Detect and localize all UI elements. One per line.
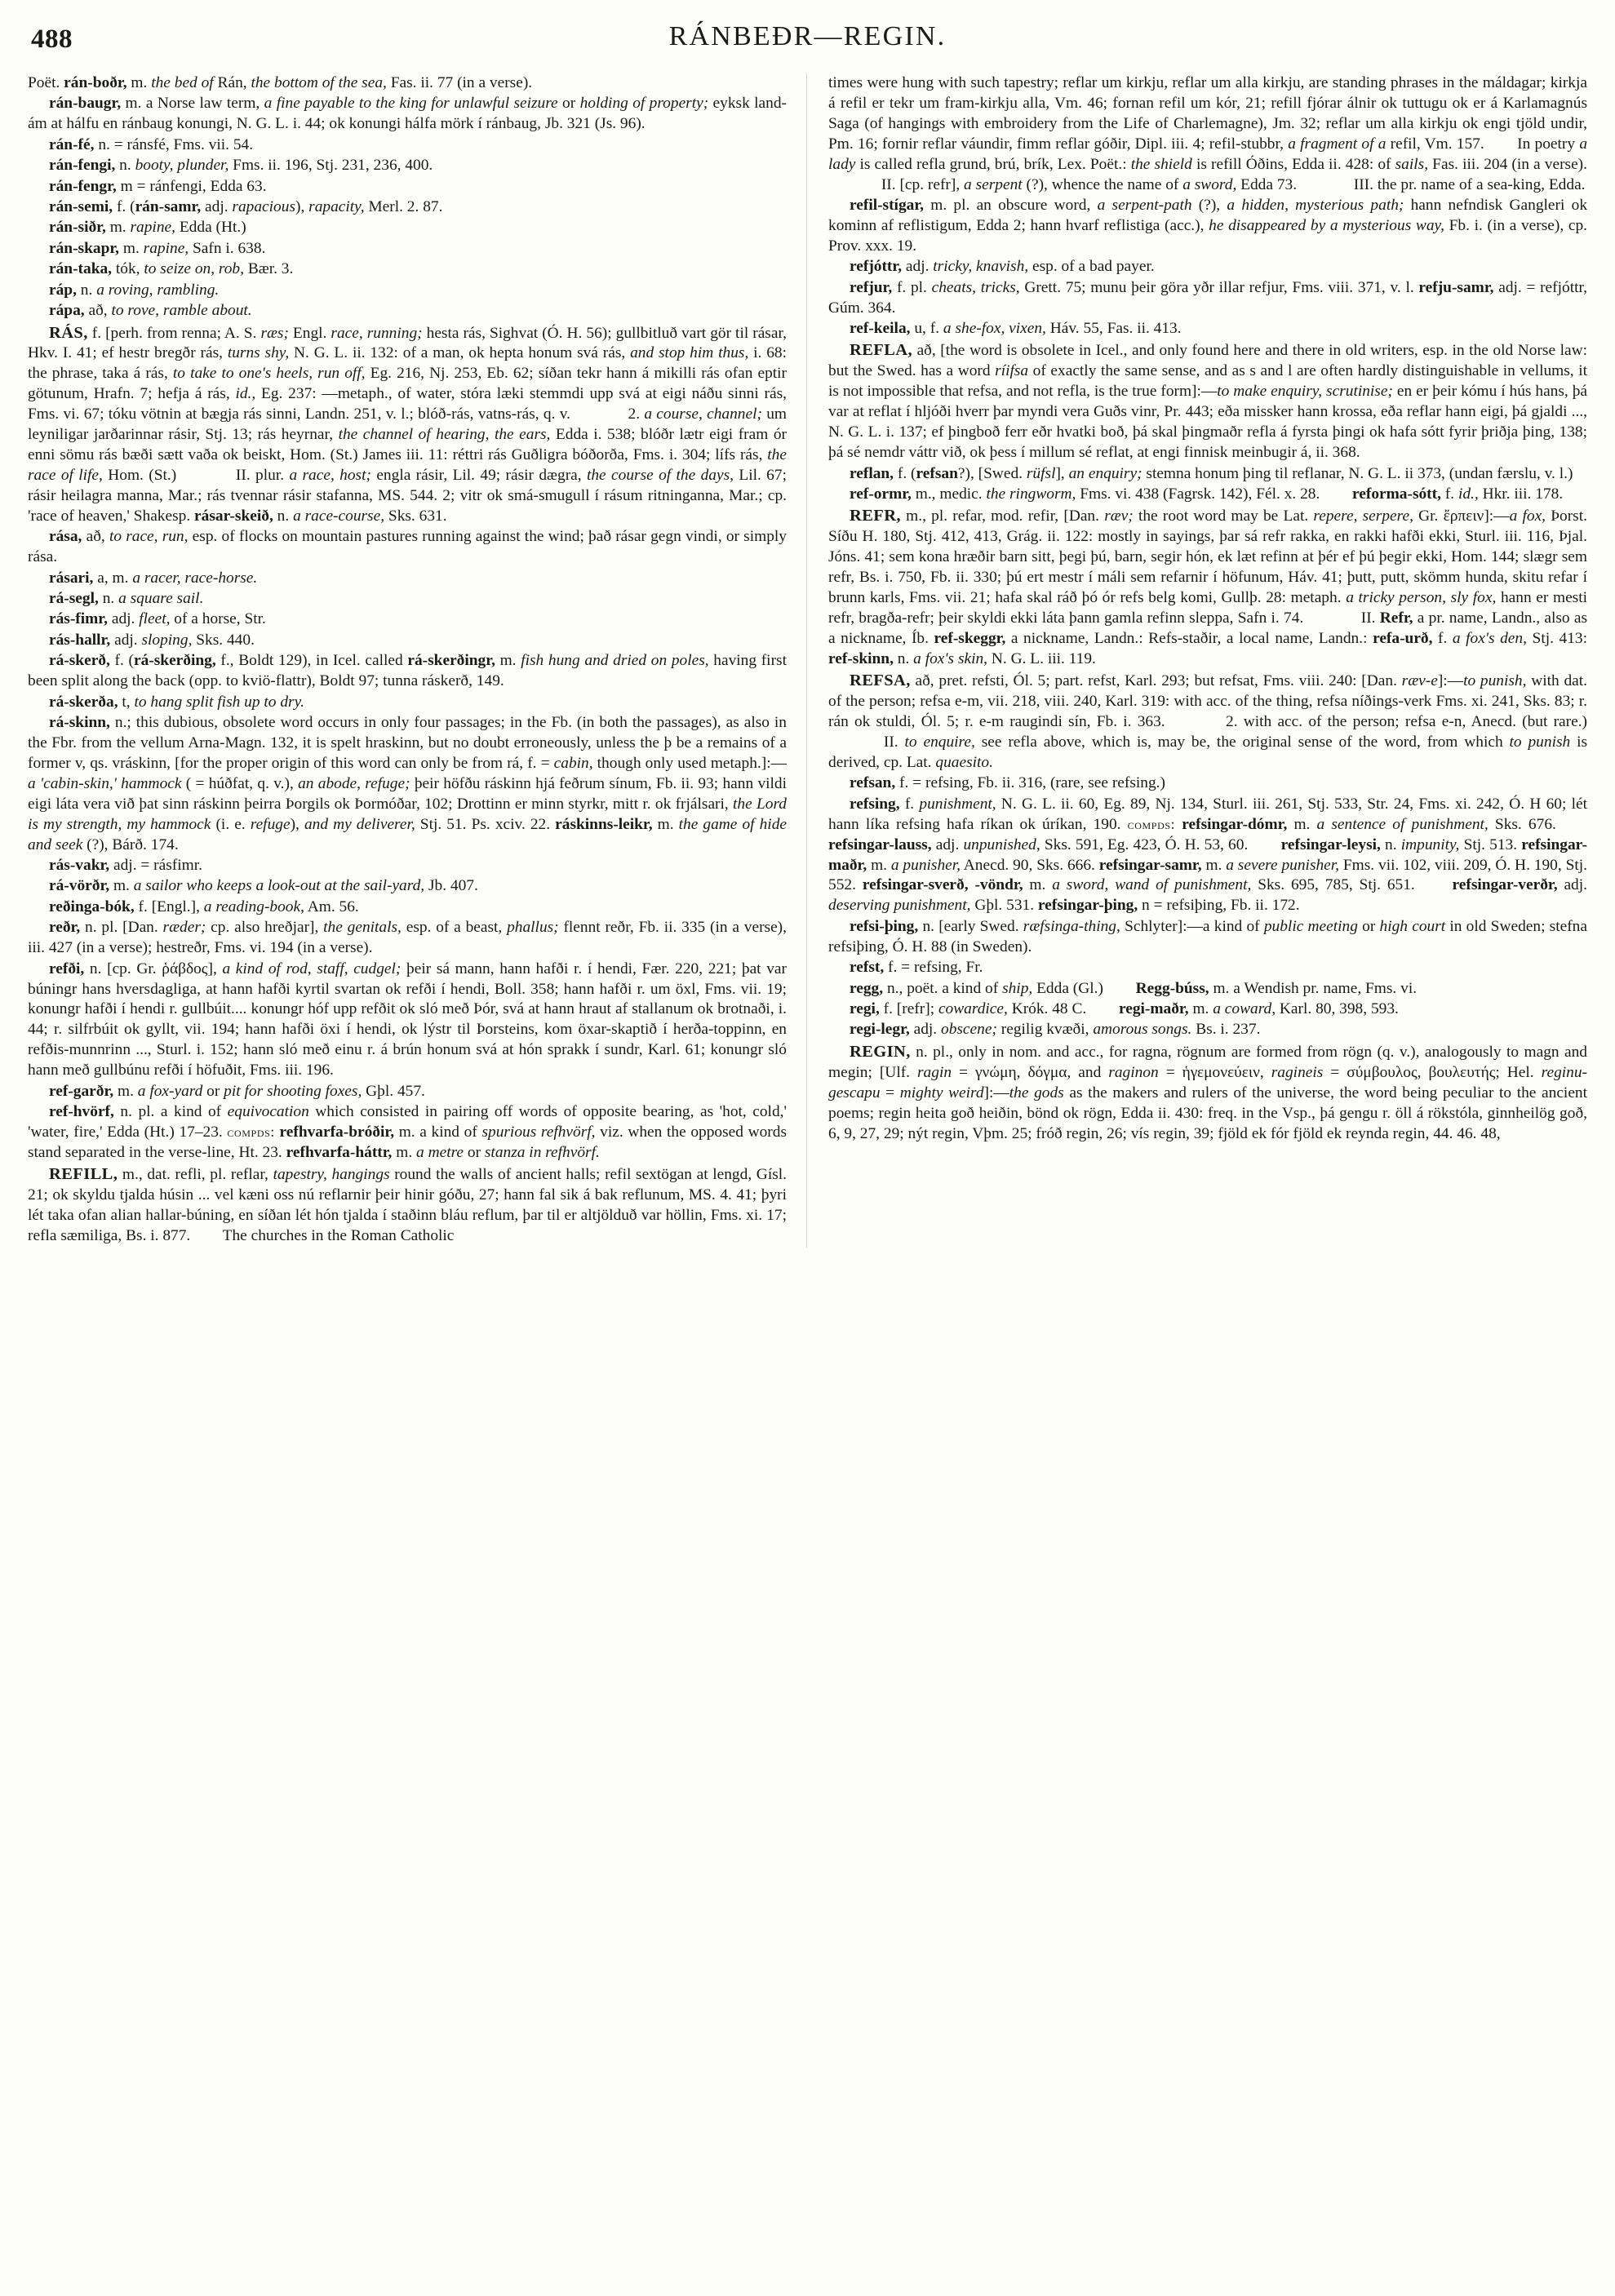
dictionary-entry: ref-garðr, m. a fox-yard or pit for shooting foxes, Gþl. 457.: [49, 1082, 425, 1100]
dictionary-entry: rá-skerða, t, to hang split fish up to dry.: [49, 693, 304, 711]
dictionary-entry: rán-taka, tók, to seize on, rob, Bær. 3.: [49, 260, 294, 278]
dictionary-entry: rás-vakr, adj. = rásfimr.: [49, 857, 202, 875]
dictionary-entry: refil-stígar, m. pl. an obscure word, a serpent-path (?), a hidden, mysterious path; hann nefndisk Gangleri ok kominn af reflistigum, Edda 2; hann hvarf reflistiga (acc.), he disappeared by a mysterious way, Fb. i. (in a verse), cp. Prov. xxx. 19.: [828, 197, 1588, 255]
dictionary-entry: rá-segl, n. a square sail.: [49, 590, 204, 608]
dictionary-entry: refjur, f. pl. cheats, tricks, Grett. 75; munu þeir göra yðr illar refjur, Fms. viii. 371, v. l. refju-samr, adj. = refjóttr, Gúm. 364.: [828, 278, 1587, 317]
dictionary-entry: rán-fengi, n. booty, plunder, Fms. ii. 196, Stj. 231, 236, 400.: [49, 157, 433, 175]
dictionary-entry: rán-semi, f. (rán-samr, adj. rapacious), rapacity, Merl. 2. 87.: [49, 198, 443, 216]
dictionary-entry: REFR, m., pl. refar, mod. refir, [Dan. ræv; the root word may be Lat. repere, serpere, Gr. ἕρπειν]:—a fox, Þorst. Síðu H. 180, Stj. 412, 413, Grág. ii. 122: mostly in sayings, þar sá refr rakka, en rakki hafði ekki, Sturl. iii. 116, Þjal. Jóns. 41; sem kona hræðir barn sitt, þegi þú, barn, segir hón, ek læt refinn at þér ef þú þegir ekki, Hom. 144; slægr sem refr, Bs. i. 750, Fb. ii. 330; þú ert mestr í máli sem refarnir í höfunum, Háv. 41; þutt, putt, skömm hunda, skitu refar í brunn karls, Fms. vii. 21; hafa skal ráð þó ór refs belg komi, Gullþ. 28: metaph. a tricky person, sly fox, hann er mesti refr, bragða-refr; þeir skyldi ekki láta þann gamla refinn sleppa, Safn i. 74. II. Refr, a pr. name, Landn., also as a nickname, Íb. ref-skeggr, a nickname, Landn.: Refs-staðir, a local name, Landn.: refa-urð, f. a fox's den, Stj. 413: ref-skinn, n. a fox's skin, N. G. L. iii. 119.: [828, 507, 1588, 667]
dictionary-entry: ráp, n. a roving, rambling.: [49, 281, 220, 299]
dictionary-entry: REFSA, að, pret. refsti, Ól. 5; part. refst, Karl. 293; but refsat, Fms. viii. 240: [Dan. ræv-e]:—to punish, with dat. of the person; refsa e-m, vii. 218, viii. 240, Karl. 319: with acc. of the thing, refsa níðings-verk Fms. xi. 241, Sks. 83; r. rán ok stuldi, Ól. 5; r. e-m raugindi sín, Fb. i. 363. 2. with acc. of the person; refsa e-n, Anecd. (but rare.) II. to enquire, see refla above, which is, may be, the original sense of the word, from which to punish is derived, cp. Lat. quaesito.: [828, 672, 1588, 771]
dictionary-entry: rás-hallr, adj. sloping, Sks. 440.: [49, 631, 255, 649]
dictionary-entry: ref-ormr, m., medic. the ringworm, Fms. vi. 438 (Fagrsk. 142), Fél. x. 28. reforma-sótt, f. id., Hkr. iii. 178.: [850, 485, 1564, 503]
dictionary-entry: rápa, að, to rove, ramble about.: [49, 302, 252, 320]
dictionary-entry: ref-hvörf, n. pl. a kind of equivocation which consisted in pairing off words of opposite bearing, as 'hot, cold,' 'water, fire,' Edda (Ht.) 17–23. compds: refhvarfa-bróðir, m. a kind of spurious refhvörf, viz. when the opposed words stand separated in the verse-line, Ht. 23. refhvarfa-háttr, m. a metre or stanza in refhvörf.: [28, 1103, 787, 1161]
dictionary-entry: Poët. rán-boðr, m. the bed of Rán, the bottom of the sea, Fas. ii. 77 (in a verse).: [28, 74, 533, 91]
dictionary-entry: RÁS, f. [perh. from renna; A. S. ræs; Engl. race, running; hesta rás, Sighvat (Ó. H. 56); gullbitluð vart gör til rásar, Hkv. I. 41; ef hestr bregðr rás, turns shy, N. G. L. ii. 132: of a man, ok hepta honum svá rás, and stop him thus, i. 68: the phrase, taka á rás, to take to one's heels, run off, Eg. 216, Nj. 253, Eb. 62; síðan tekr hann á mikilli rás ofan eptir götunum, Hrafn. 7; hefja á rás, id., Eg. 237: —metaph., of water, stóra læki stemmdi upp svá at eigi náðu sinni rás, Fms. vi. 67; tóku vötnin at bægja rás sinni, Landn. 251, v. l.; blóð-rás, vatns-rás, q. v. 2. a course, channel; um leyniligar jarðarinnar rásir, Stj. 13; rás heyrnar, the channel of hearing, the ears, Edda i. 538; blóðr lætr eigi fram ór enni sömu rás bæði sætt vaða ok beiskt, Hom. (St.) James iii. 11: réttri rás Guðligra bóðorða, Fms. i. 304; lífs rás, the race of life, Hom. (St.) II. plur. a race, host; engla rásir, Lil. 49; rásir dægra, the course of the days, Lil. 67; rásir heilagra manna, Mar.; rás tvennar rásir stafanna, MS. 544. 2; vitr ok smá-smugull í rásum ritninganna, Mar.; cp. 'race of heaven,' Shakesp. rásar-skeið, n. a race-course, Sks. 631.: [28, 323, 788, 525]
dictionary-entry: REGIN, n. pl., only in nom. and acc., for ragna, rögnum are formed from rögn (q. v.), analogously to magn and megin; [Ulf. ragin = γνώμη, δόγμα, and raginon = ἡγεμονεύειν, ragineis = σύμβουλος, βουλευτής; Hel. reginu-gescapu = mighty weird]:—the gods as the makers and rulers of the universe, the word being peculiar to the ancient poems; regin heita goð heiðin, bönd ok rögn, Edda ii. 430: freq. in the Vsp., þá gengu r. öll á rökstóla, ginnheilög goð, 6, 9, 27, 29; nýt regin, Vþm. 25; fróð regin, 26; vís regin, 39; fjöld ek fór fjöld ek reynda regin, 44. 46. 48,: [828, 1042, 1588, 1142]
dictionary-entry: rán-skapr, m. rapine, Safn i. 638.: [49, 239, 266, 257]
right-column: [807, 73, 1587, 1145]
dictionary-entry: rán-siðr, m. rapine, Edda (Ht.): [49, 219, 246, 237]
page-number: 488: [31, 24, 73, 54]
dictionary-entry: rása, að, to race, run, esp. of flocks on mountain pastures running against the wind; það rásar gegn vindi, or simply rása.: [28, 528, 787, 566]
dictionary-entry: REFILL, m., dat. refli, pl. reflar, tapestry, hangings round the walls of ancient halls; refil sextögan at lengd, Gísl. 21; ok skyldu tjalda húsin ... vel kæni oss nú reflarnir þeir hinir góðu, 27; hann fal sik á bak reflunum, MS. 4. 41; þyri lét taka ofan alian hallar-búning, en síðan lét hón tjalda í staðinn bláu reflum, þar til er altjölduð var höllin, Fms. xi. 17; refla sæmiliga, Bs. i. 877. The churches in the Roman Catholic: [28, 1165, 787, 1245]
dictionary-entry: rán-fengr, m = ránfengi, Edda 63.: [49, 177, 267, 195]
dictionary-entry: rá-skerð, f. (rá-skerðing, f., Boldt 129), in Icel. called rá-skerðingr, m. fish hung and dried on poles, having first been split along the back (opp. to kviö-flattr), Boldt 97; tunna ráskerð, 149.: [28, 652, 787, 690]
dictionary-entry: refði, n. [cp. Gr. ῥάβδος], a kind of rod, staff, cudgel; þeir sá mann, hann hafði r. í hendi, Fær. 220, 221; þat var búningr hans hversdagliga, at hann hafði kyrtil svartan ok refði í hendi, Boll. 358; hann hafði r. um öxl, Fms. vii. 19; konungr hafði í hendi r. gullbúit.... konungr hóf upp refðit ok sló með Þór, svá at hann hraut af stallanum ok brotnaði, i. 44; r. silfrbúit ok gyllt, vii. 194; hann hafði öxi í hendi, ok lýstr til Þorsteins, kom öxar-skaptið í herða-toppinn, en refðis-munnrinn ..., Sturl. i. 152; hann sló með einu r. á brún honum svá at hón sprakk í sundr, Karl. 61; konungr sló hann með gullbúnu refði í höfuðit, Fms. iii. 196.: [28, 960, 787, 1079]
dictionary-entry: refjóttr, adj. tricky, knavish, esp. of a bad payer.: [850, 258, 1155, 276]
page-header: [28, 21, 1587, 65]
left-column: [28, 73, 807, 1248]
page-columns: [28, 73, 1587, 2268]
dictionary-entry: rásari, a, m. a racer, race-horse.: [49, 569, 258, 587]
dictionary-entry: ref-keila, u, f. a she-fox, vixen, Háv. 55, Fas. ii. 413.: [850, 320, 1182, 338]
dictionary-entry: rá-vörðr, m. a sailor who keeps a look-out at the sail-yard, Jb. 407.: [49, 877, 478, 895]
dictionary-entry: reðr, n. pl. [Dan. ræder; cp. also hreðjar], the genitals, esp. of a beast, phallus; flennt reðr, Fb. ii. 335 (in a verse), iii. 427 (in a verse); hestreðr, Fms. vi. 194 (in a verse).: [28, 919, 787, 957]
dictionary-entry: rán-fé, n. = ránsfé, Fms. vii. 54.: [49, 135, 254, 153]
dictionary-entry: reflan, f. (refsan?), [Swed. rüfsl], an enquiry; stemna honum þing til reflanar, N. G. L. ii 373, (undan færslu, v. l.): [850, 464, 1573, 482]
dictionary-entry: regg, n., poët. a kind of ship, Edda (Gl.) Regg-búss, m. a Wendish pr. name, Fms. vi.: [850, 979, 1418, 997]
dictionary-entry: rá-skinn, n.; this dubious, obsolete word occurs in only four passages; in the Fb. (in both the passages), as also in the Fbr. from the vellum Arna-Magn. 132, it is spelt hraskinn, but no doubt erroneously, unless the þ be a remains of a former v, qs. vráskinn, [for the proper origin of this word can only be from rá, f. = cabin, though only used metaph.]:—a 'cabin-skin,' hammock ( = húðfat, q. v.), an abode, refuge; þeir höfðu ráskinn hjá feðrum sínum, Fb. ii. 93; hann vildi eigi láta vera við þat sinn ráskinn þeirra Þorgils ok Þormóðar, 102; Drottinn er minn styrkr, mitt r. ok frjálsari, the Lord is my strength, my hammock (i. e. refuge), and my deliverer, Stj. 51. Ps. xciv. 22. ráskinns-leikr, m. the game of hide and seek (?), Bárð. 174.: [28, 714, 787, 853]
dictionary-entry: regi, f. [refr]; cowardice, Krók. 48 C. regi-maðr, m. a coward, Karl. 80, 398, 593.: [850, 1000, 1399, 1017]
dictionary-entry: reðinga-bók, f. [Engl.], a reading-book, Am. 56.: [49, 898, 359, 915]
dictionary-entry: rán-baugr, m. a Norse law term, a fine payable to the king for unlawful seizure or holding of property; eyksk land-ám at hálfu en ránbaug konungi, N. G. L. i. 44; ok konungi hálfa mörk í ránbaug, Jb. 321 (Js. 96).: [28, 95, 788, 133]
dictionary-entry: refsi-þing, n. [early Swed. ræfsinga-thing, Schlyter]:—a kind of public meeting or high court in old Sweden; stefna refsiþing, Ó. H. 88 (in Sweden).: [828, 917, 1587, 955]
dictionary-entry: times were hung with such tapestry; reflar um kirkju, reflar um alla kirkju, are standing phrases in the máldagar; kirkja á refil er tekr um fram-kirkju alla, Vm. 46; fornan refil um kór, 21; refill fjórar álnir ok tuttugu ok er á Karlamagnús Saga (of hangings with embroidery from the Life of Charlemagne), Jm. 32; reflar um alla kirkju ok engi tjöld undir, Pm. 16; fornir reflar váundir, fimm reflar góðir, Dipl. iii. 4; refil-stubbr, a fragment of a refil, Vm. 157. In poetry a lady is called refla grund, brú, brík, Lex. Poët.: the shield is refill Óðins, Edda ii. 428: of sails, Fas. iii. 204 (in a verse). II. [cp. refr], a serpent (?), whence the name of a sword, Edda 73. III. the pr. name of a sea-king, Edda.: [828, 74, 1588, 193]
dictionary-entry: regi-legr, adj. obscene; regilig kvæði, amorous songs. Bs. i. 237.: [850, 1021, 1261, 1039]
dictionary-entry: refst, f. = refsing, Fr.: [850, 959, 983, 977]
dictionary-entry: REFLA, að, [the word is obsolete in Icel., and only found here and there in old writers, esp. in the old Norse law: but the Swed. has a word ríifsa of exactly the same sense, and as s and l are often hardly distinguishable in vellums, it is not impossible that refsa, and not refla, is the true form]:—to make enquiry, scrutinise; en er þeir kómu í hús hans, þá var at reflat í hljóði hverr þar myndi vera Guðs vinr, Pr. 443; eða missker hann krossa, eða reflar hann eigi, þá gjaldi ..., N. G. L. i. 137; ef þingboð ferr eðr hvatki boð, þá skal þingmaðr refla á fyrsta þingi ok hafa sótt fyrir þriðja þing, 138; þá sé nemdr váttr við, ok þess í millum sé reflat, at engi finnisk meinbugir á, ii. 368.: [828, 341, 1588, 462]
dictionary-entry: refsan, f. = refsing, Fb. ii. 316, (rare, see refsing.): [850, 774, 1165, 792]
dictionary-entry: rás-fimr, adj. fleet, of a horse, Str.: [49, 610, 266, 628]
running-head: RÁNBEÐR—REGIN.: [668, 21, 947, 51]
dictionary-entry: refsing, f. punishment, N. G. L. ii. 60, Eg. 89, Nj. 134, Sturl. iii. 261, Stj. 533, Str. 24, Fms. xi. 242, Ó. H 60; lét hann líka refsing hafa ríkan ok úríkan, 190. compds: refsingar-dómr, m. a sentence of punishment, Sks. 676. refsingar-lauss, adj. unpunished, Sks. 591, Eg. 423, Ó. H. 53, 60. refsingar-leysi, n. impunity, Stj. 513. refsingar-maðr, m. a punisher, Anecd. 90, Sks. 666. refsingar-samr, m. a severe punisher, Fms. vii. 102, viii. 209, Ó. H. 190, Stj. 552. refsingar-sverð, -vöndr, m. a sword, wand of punishment, Sks. 695, 785, Stj. 651. refsingar-verðr, adj. deserving punishment, Gþl. 531. refsingar-þing, n = refsiþing, Fb. ii. 172.: [828, 795, 1588, 915]
